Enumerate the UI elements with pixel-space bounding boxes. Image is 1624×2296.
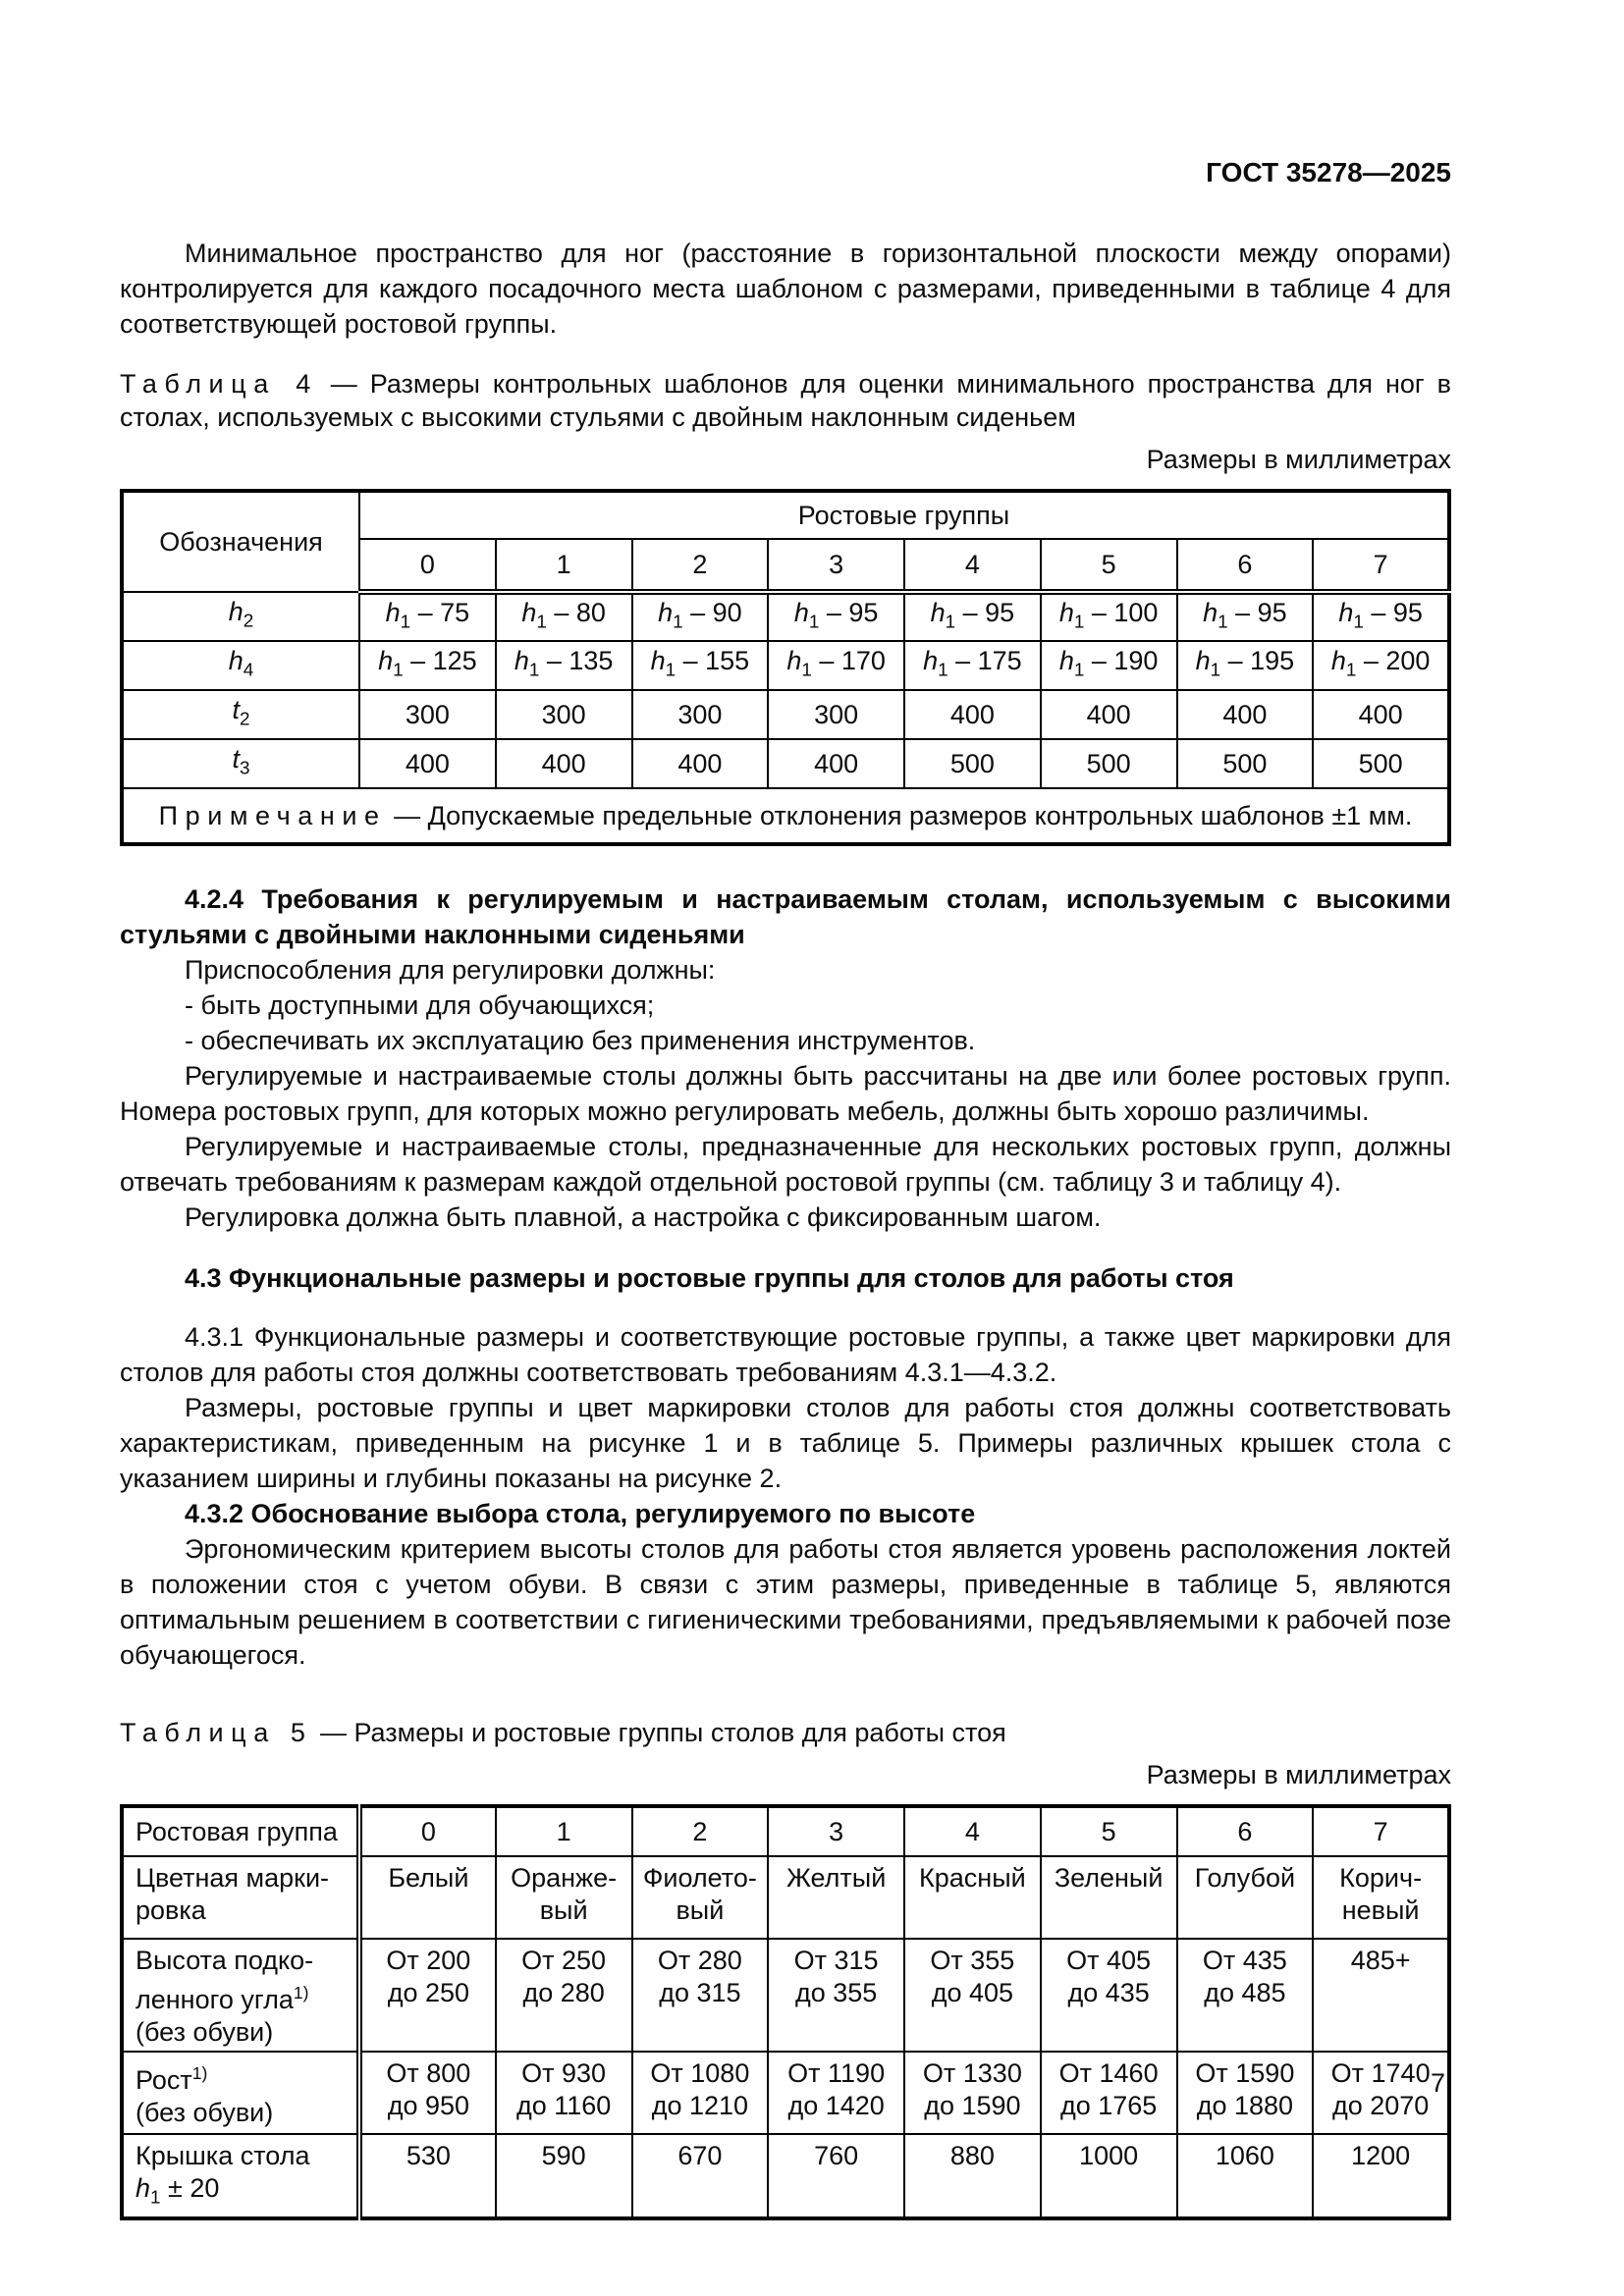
- table-cell: Оранже- вый: [496, 1856, 632, 1939]
- table4-note-label: Примечание: [158, 800, 387, 830]
- table-cell: 5: [1041, 1806, 1177, 1856]
- table-cell: 500: [1177, 739, 1314, 788]
- section-424-paragraph: Регулировка должна быть плавной, а настройка с фиксированным шагом.: [185, 1202, 1102, 1233]
- table-cell: 400: [768, 739, 904, 788]
- page-number: 7: [1430, 2068, 1445, 2098]
- section-43-title: 4.3 Функциональные размеры и ростовые группы для столов для работы стоя: [185, 1263, 1234, 1294]
- section-432-paragraph: Эргономическим критерием высоты столов для работы стоя является уровень расположения локтей в положении стоя с учетом обуви. В связи с этим размеры, приведенные в таблице 5, являются оптимальным решением в соответствии с гигиеническими требованиями, предъявляемыми к рабочей позе обучающегося.: [120, 1534, 1451, 1671]
- table-cell: 760: [768, 2134, 904, 2217]
- table-4: [120, 489, 1451, 846]
- table-cell: $h_1 - 95$: [904, 592, 1041, 641]
- table-cell: 400: [1177, 690, 1314, 739]
- table-row: [122, 592, 1449, 641]
- table-cell: 500: [1041, 739, 1177, 788]
- table-cell: 400: [359, 739, 496, 788]
- table-cell: 670: [632, 2134, 769, 2217]
- table-cell: $h_1 - 200$: [1313, 641, 1449, 690]
- section-424-paragraph: Приспособления для регулировки должны:: [185, 955, 716, 986]
- table-cell: $t_3$: [122, 739, 359, 788]
- table-cell: 1: [496, 1806, 632, 1856]
- table-row: [122, 641, 1449, 690]
- table4-designations-header: Обозначения: [122, 491, 359, 592]
- section-431-paragraph: 4.3.1 Функциональные размеры и соответствующие ростовые группы, а также цвет маркировки для столов для работы стоя должны соответствовать требованиям 4.3.1—4.3.2.: [120, 1322, 1451, 1388]
- table-cell: Голубой: [1177, 1856, 1314, 1939]
- table-cell: 485+: [1313, 1939, 1449, 2052]
- table4-note: [122, 788, 1449, 844]
- table-cell: 1: [496, 539, 632, 592]
- table-cell: 300: [359, 690, 496, 739]
- table-cell: 3: [768, 539, 904, 592]
- table5-caption-text: — Размеры и ростовые группы столов для работы стоя: [319, 1718, 1006, 1748]
- table-cell: $h_1 - 190$: [1041, 641, 1177, 690]
- section-424-paragraph: Регулируемые и настраиваемые столы должны быть рассчитаны на две или более ростовых групп. Номера ростовых групп, для которых можно регулировать мебель, должны быть хорошо различимы.: [120, 1061, 1451, 1127]
- table-cell: $h_1 - 95$: [1177, 592, 1314, 641]
- table-cell: 7: [1313, 1806, 1449, 1856]
- table-cell: 2: [632, 539, 769, 592]
- table-cell: 300: [768, 690, 904, 739]
- table-cell: Высота подко- ленного угла$^{1)}$ (без обуви): [122, 1939, 359, 2052]
- table-cell: $h_1 - 100$: [1041, 592, 1177, 641]
- table-row: [122, 690, 1449, 739]
- table-cell: От 355 до 405: [904, 1939, 1041, 2052]
- table-row: [122, 1939, 1449, 2052]
- table-cell: От 250 до 280: [496, 1939, 632, 2052]
- section-424-list-item: - обеспечивать их эксплуатацию без применения инструментов.: [185, 1026, 976, 1056]
- table4-groups-header: Ростовые группы: [359, 491, 1449, 539]
- table-cell: $h_2$: [122, 592, 359, 641]
- section-431-paragraph: Размеры, ростовые группы и цвет маркировки столов для работы стоя должны соответствовать характеристикам, приведенным на рисунке 1 и в таблице 5. Примеры различных крышек стола с указанием ширины и глубины показаны на рисунке 2.: [120, 1393, 1451, 1494]
- table-cell: 400: [632, 739, 769, 788]
- table-cell: 6: [1177, 1806, 1314, 1856]
- table-cell: От 200 до 250: [359, 1939, 496, 2052]
- table-cell: Фиолето- вый: [632, 1856, 769, 1939]
- table-row: [122, 2052, 1449, 2134]
- table4-caption-label: Таблица 4: [120, 369, 318, 399]
- table-cell: Желтый: [768, 1856, 904, 1939]
- table-cell: От 315 до 355: [768, 1939, 904, 2052]
- section-424-list-item: - быть доступными для обучающихся;: [185, 990, 655, 1021]
- table-cell: От 1190 до 1420: [768, 2052, 904, 2134]
- table-cell: 1060: [1177, 2134, 1314, 2217]
- section-432-title: 4.3.2 Обоснование выбора стола, регулируемого по высоте: [185, 1499, 976, 1529]
- table-cell: Рост$^{1)}$ (без обуви): [122, 2052, 359, 2134]
- section-424-title: 4.2.4 Требования к регулируемым и настраиваемым столам, используемым с высокими стульями с двойными наклонными сиденьями: [120, 884, 1451, 950]
- table-cell: $h_1 - 95$: [768, 592, 904, 641]
- table-cell: Корич- невый: [1313, 1856, 1449, 1939]
- table-row: [122, 739, 1449, 788]
- table-cell: $h_1 - 80$: [496, 592, 632, 641]
- table-cell: 590: [496, 2134, 632, 2217]
- table-cell: $h_1 - 75$: [359, 592, 496, 641]
- table-cell: $h_1 - 195$: [1177, 641, 1314, 690]
- table-cell: От 405 до 435: [1041, 1939, 1177, 2052]
- table-cell: 5: [1041, 539, 1177, 592]
- table-cell: 400: [904, 690, 1041, 739]
- table-cell: 500: [904, 739, 1041, 788]
- table-cell: 400: [496, 739, 632, 788]
- table-cell: От 435 до 485: [1177, 1939, 1314, 2052]
- table4-caption: [120, 367, 1451, 434]
- table-cell: 4: [904, 1806, 1041, 1856]
- table-cell: Крышка стола $h_1 \pm 20$: [122, 2134, 359, 2217]
- table-cell: 4: [904, 539, 1041, 592]
- table-cell: Красный: [904, 1856, 1041, 1939]
- table-cell: $h_4$: [122, 641, 359, 690]
- table-cell: 3: [768, 1806, 904, 1856]
- table-cell: 0: [359, 1806, 496, 1856]
- table5-units-note: Размеры в миллиметрах: [1146, 1760, 1451, 1790]
- intro-paragraph: Минимальное пространство для ног (расстояние в горизонтальной плоскости между опорами) контролируется для каждого посадочного места шаблоном с размерами, приведенными в таблице 4 для соответствующей ростовой группы.: [120, 239, 1451, 339]
- table-cell: 1200: [1313, 2134, 1449, 2217]
- table-cell: $h_1 - 175$: [904, 641, 1041, 690]
- table-cell: 300: [632, 690, 769, 739]
- table-cell: 0: [359, 539, 496, 592]
- table-cell: От 930 до 1160: [496, 2052, 632, 2134]
- table-cell: От 800 до 950: [359, 2052, 496, 2134]
- table4-caption-text: — Размеры контрольных шаблонов для оценки минимального пространства для ног в столах, используемых с высокими стульями с двойным наклонным сиденьем: [120, 369, 1452, 432]
- table-cell: 400: [1041, 690, 1177, 739]
- table-row: [122, 491, 1449, 539]
- table5-caption: [120, 1716, 1451, 1749]
- table-cell: От 1460 до 1765: [1041, 2052, 1177, 2134]
- table5-caption-label: Таблица 5: [120, 1718, 313, 1748]
- table-cell: Зеленый: [1041, 1856, 1177, 1939]
- table-cell: 6: [1177, 539, 1314, 592]
- table-cell: От 1080 до 1210: [632, 2052, 769, 2134]
- table4-units-note: Размеры в миллиметрах: [1146, 445, 1451, 474]
- table-cell: 7: [1313, 539, 1449, 592]
- table-cell: $h_1 - 170$: [768, 641, 904, 690]
- table4-note-text: — Допускаемые предельные отклонения размеров контрольных шаблонов ±1 мм.: [394, 800, 1413, 830]
- table-cell: 2: [632, 1806, 769, 1856]
- table-cell: 880: [904, 2134, 1041, 2217]
- table-cell: 1000: [1041, 2134, 1177, 2217]
- table-cell: 300: [496, 690, 632, 739]
- table-cell: От 1740 до 2070: [1313, 2052, 1449, 2134]
- table-cell: От 280 до 315: [632, 1939, 769, 2052]
- table-row: [122, 2134, 1449, 2217]
- table-cell: 530: [359, 2134, 496, 2217]
- table-cell: От 1330 до 1590: [904, 2052, 1041, 2134]
- table-cell: 500: [1313, 739, 1449, 788]
- table-cell: Цветная марки- ровка: [122, 1856, 359, 1939]
- table-cell: $h_1 - 155$: [632, 641, 769, 690]
- doc-code: ГОСТ 35278—2025: [1206, 157, 1451, 187]
- table5-header-label: Ростовая группа: [122, 1806, 359, 1856]
- table-cell: $h_1 - 135$: [496, 641, 632, 690]
- table-5: [120, 1804, 1451, 2219]
- table-cell: От 1590 до 1880: [1177, 2052, 1314, 2134]
- table-cell: Белый: [359, 1856, 496, 1939]
- table-row: [122, 788, 1449, 844]
- table-cell: $h_1 - 95$: [1313, 592, 1449, 641]
- table-cell: 400: [1313, 690, 1449, 739]
- table-row: [122, 1806, 1449, 1856]
- table-row: [122, 1856, 1449, 1939]
- table-cell: $h_1 - 90$: [632, 592, 769, 641]
- table-cell: $t_2$: [122, 690, 359, 739]
- table-cell: $h_1 - 125$: [359, 641, 496, 690]
- section-424-paragraph: Регулируемые и настраиваемые столы, предназначенные для нескольких ростовых групп, должны отвечать требованиям к размерам каждой отдельной ростовой группы (см. таблицу 3 и таблицу 4).: [120, 1132, 1451, 1198]
